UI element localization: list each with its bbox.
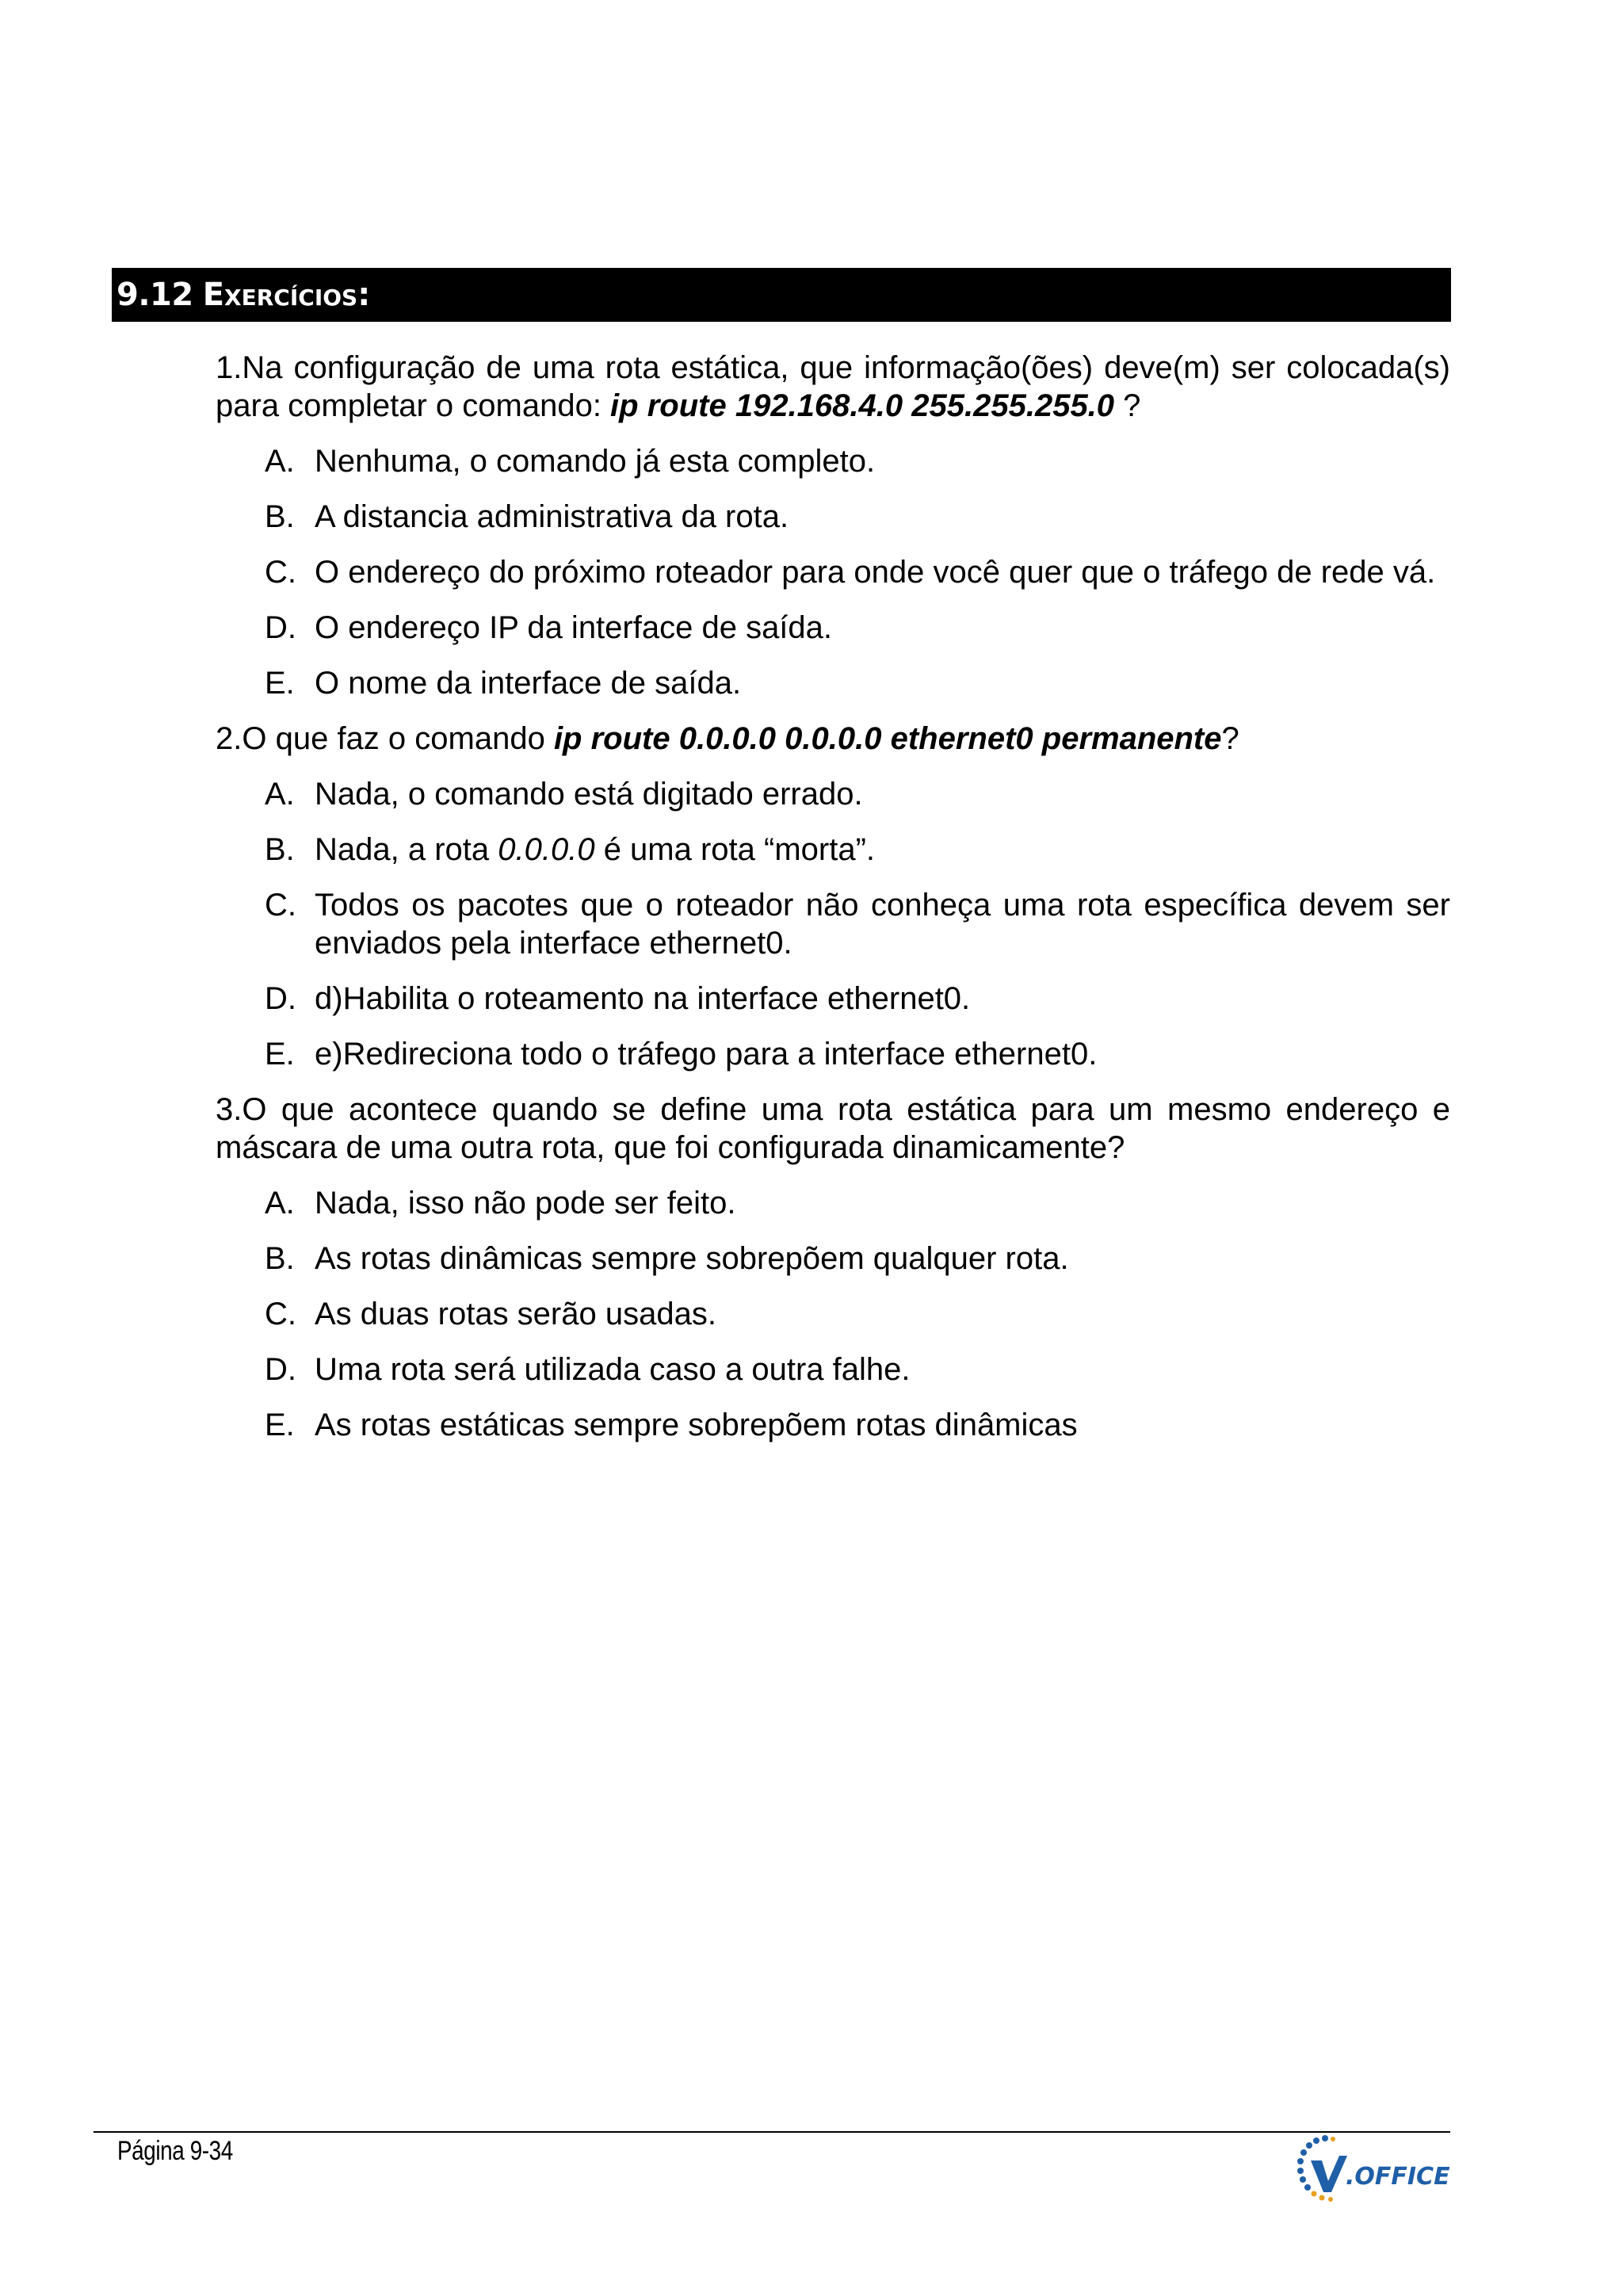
option-3c	[216, 1295, 1450, 1333]
question-1	[216, 349, 1450, 425]
exercise-list	[216, 349, 1450, 1461]
option-text: Todos os pacotes que o roteador não conheça uma rota específica devem ser enviados pela interface ethernet0.	[315, 888, 1450, 961]
option-letter: E.	[265, 1037, 295, 1072]
section-title: Exercícios:	[202, 277, 371, 313]
option-letter: D.	[265, 1352, 296, 1387]
option-text-after: é uma rota “morta”.	[594, 832, 876, 867]
question-1-command: ip route 192.168.4.0 255.255.255.0	[610, 388, 1115, 423]
question-1-options	[216, 442, 1450, 702]
option-text: A distancia administrativa da rota.	[315, 499, 789, 534]
question-2-options	[216, 775, 1450, 1073]
option-text: Nada, isso não pode ser feito.	[315, 1186, 736, 1221]
option-1e	[216, 664, 1450, 702]
option-1a	[216, 442, 1450, 480]
option-text: As duas rotas serão usadas.	[315, 1297, 716, 1331]
question-2-suffix: ?	[1221, 721, 1239, 756]
question-3-text: 3.O que acontece quando se define uma rota estática para um mesmo endereço e máscara de uma outra rota, que foi configurada dinamicamente?	[216, 1092, 1450, 1165]
option-2b	[216, 831, 1450, 869]
option-text-italic: 0.0.0.0	[498, 832, 595, 867]
option-letter: B.	[265, 832, 295, 867]
option-text: As rotas estáticas sempre sobrepõem rotas dinâmicas	[315, 1408, 1078, 1442]
option-letter: A.	[265, 1186, 295, 1221]
option-text	[315, 832, 875, 867]
option-letter: E.	[265, 666, 295, 701]
option-text: e)Redireciona todo o tráfego para a interface ethernet0.	[315, 1037, 1098, 1072]
option-text: As rotas dinâmicas sempre sobrepõem qualquer rota.	[315, 1241, 1069, 1276]
option-2d	[216, 980, 1450, 1018]
option-text: Nada, o comando está digitado errado.	[315, 777, 863, 812]
option-3a	[216, 1184, 1450, 1222]
option-3b	[216, 1240, 1450, 1278]
option-2a	[216, 775, 1450, 813]
question-3-options	[216, 1184, 1450, 1444]
option-2c	[216, 886, 1450, 962]
question-2-command: ip route 0.0.0.0 0.0.0.0 ethernet0 permanente	[553, 721, 1222, 756]
option-letter: E.	[265, 1408, 295, 1442]
voffice-logo	[1284, 2132, 1454, 2211]
option-2e	[216, 1035, 1450, 1073]
option-text: O endereço do próximo roteador para onde você quer que o tráfego de rede vá.	[315, 555, 1436, 590]
option-1c	[216, 553, 1450, 591]
page-number: Página 9-34	[117, 2136, 233, 2166]
option-letter: C.	[265, 1297, 296, 1331]
option-text: d)Habilita o roteamento na interface ethernet0.	[315, 981, 971, 1016]
option-1d	[216, 609, 1450, 647]
option-letter: C.	[265, 555, 296, 590]
question-3	[216, 1091, 1450, 1167]
option-letter: B.	[265, 499, 295, 534]
question-2	[216, 720, 1450, 758]
option-letter: D.	[265, 981, 296, 1016]
option-letter: D.	[265, 610, 296, 645]
section-header	[112, 268, 1451, 322]
question-1-text: 1.Na configuração de uma rota estática, que informação(ões) deve(m) ser colocada(s) para completar o comando:	[216, 350, 1450, 423]
option-letter: B.	[265, 1241, 295, 1276]
question-1-suffix: ?	[1114, 388, 1141, 423]
option-letter: A.	[265, 777, 295, 812]
question-2-text: 2.O que faz o comando	[216, 721, 554, 756]
option-text: Nenhuma, o comando já esta completo.	[315, 444, 876, 479]
option-1b	[216, 498, 1450, 536]
option-3d	[216, 1350, 1450, 1389]
option-text-before: Nada, a rota	[315, 832, 498, 867]
option-letter: A.	[265, 444, 295, 479]
logo-text: .OFFICE	[1346, 2163, 1450, 2191]
option-text: O nome da interface de saída.	[315, 666, 742, 701]
option-text: O endereço IP da interface de saída.	[315, 610, 833, 645]
section-number: 9.12	[116, 277, 193, 313]
footer-divider	[94, 2131, 1450, 2133]
option-letter: C.	[265, 888, 296, 923]
option-text: Uma rota será utilizada caso a outra falhe.	[315, 1352, 911, 1387]
option-3e	[216, 1406, 1450, 1444]
